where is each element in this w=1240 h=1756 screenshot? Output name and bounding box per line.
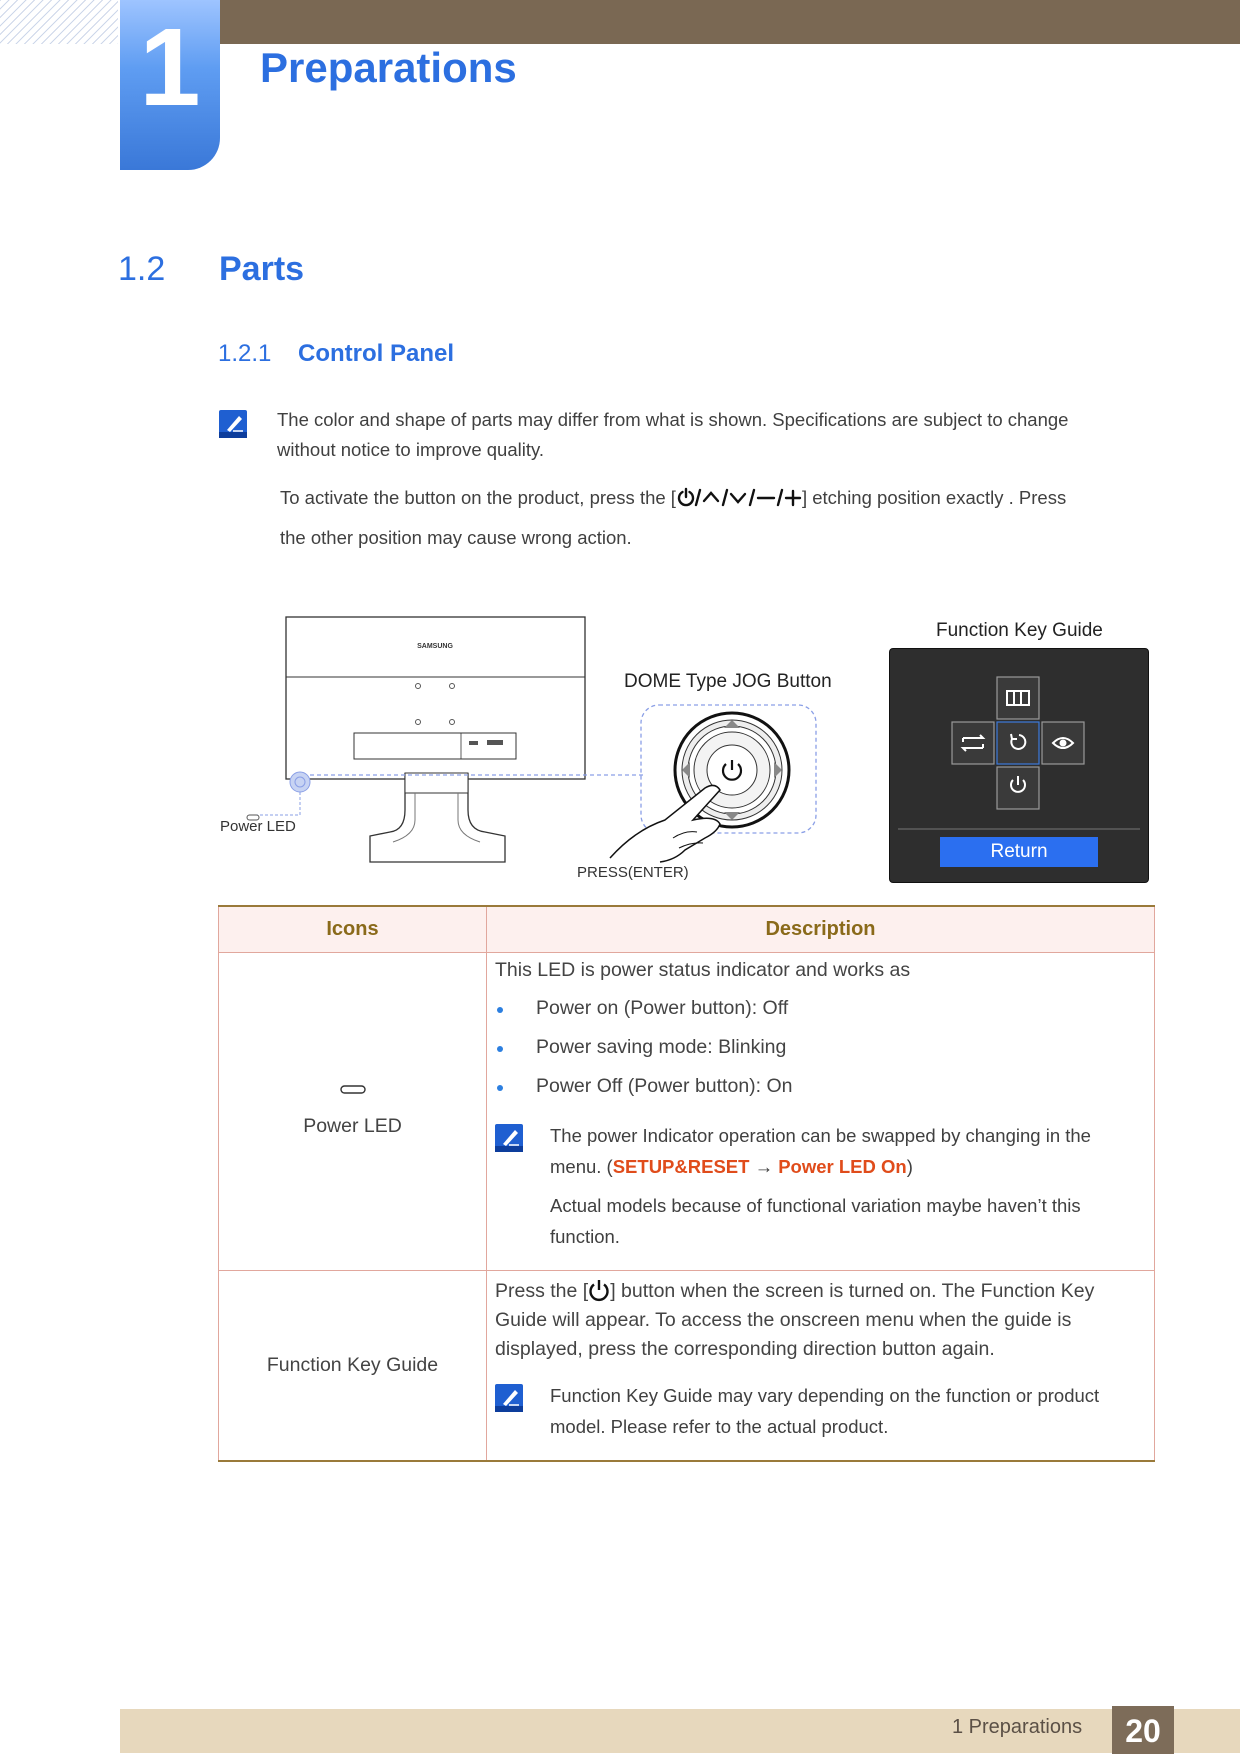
footer-chapter-label: 1 Preparations: [952, 1716, 1083, 1738]
note-line-2: without notice to improve quality.: [277, 439, 545, 460]
column-header-description: Description: [487, 906, 1155, 953]
section-number: 1.2: [118, 250, 166, 288]
function-key-description: [495, 1277, 1146, 1364]
function-key-guide-panel: [889, 648, 1149, 883]
jog-button-label: DOME Type JOG Button: [624, 671, 832, 692]
arrow-icon: →: [754, 1156, 774, 1177]
function-key-note: Function Key Guide may vary depending on the function or product model. Please refer to the actual product.: [550, 1385, 1100, 1437]
function-desc-rest: ] button when the screen is turned on. The Function Key Guide will appear. To access the onscreen menu when the guide is displayed, press the corresponding direction button again.: [495, 1280, 1095, 1360]
led-note-prefix: menu. (: [550, 1156, 613, 1177]
description-cell: [487, 1271, 1155, 1461]
activate-line-2: the other position may cause wrong action.: [280, 527, 632, 548]
return-button[interactable]: Return: [990, 841, 1048, 862]
monitor-brand-logo: SAMSUNG: [417, 643, 453, 650]
icon-cell: [219, 953, 487, 1271]
icon-cell: [219, 1271, 487, 1461]
header-bar: [220, 0, 1240, 44]
power-led-label: Power LED: [220, 818, 296, 835]
parts-table: [218, 905, 1155, 1462]
power-led-icon: [340, 1085, 366, 1095]
header-hatch-pattern: [0, 0, 118, 44]
note-icon: [219, 410, 247, 438]
section-title: Parts: [219, 250, 305, 288]
page-number: 20: [1112, 1706, 1174, 1754]
led-note-line-c: Actual models because of functional variation maybe haven’t this function.: [550, 1195, 1081, 1247]
icon-label-function-key-guide: Function Key Guide: [266, 1353, 439, 1376]
table-row: [219, 1271, 1155, 1461]
activate-prefix: To activate the button on the product, press the [: [280, 487, 676, 508]
menu-setup-reset: SETUP&RESET: [612, 1156, 750, 1177]
note-icon: [495, 1124, 523, 1152]
activate-text: [280, 478, 1180, 558]
description-cell: [487, 953, 1155, 1271]
list-item: Power saving mode: Blinking: [495, 1028, 1146, 1067]
function-desc-prefix: Press the [: [495, 1280, 589, 1302]
activate-suffix: ] etching position exactly . Press: [801, 487, 1067, 508]
note-text: [277, 405, 1157, 465]
note-icon: [495, 1384, 523, 1412]
menu-power-led-on: Power LED On: [778, 1156, 907, 1177]
led-note: [550, 1120, 1146, 1252]
chapter-number: 1: [139, 6, 201, 129]
led-note-suffix: ): [906, 1156, 913, 1177]
subsection-number: 1.2.1: [218, 340, 272, 367]
function-key-guide-title: Function Key Guide: [936, 620, 1103, 641]
led-note-line-a: The power Indicator operation can be swapped by changing in the: [550, 1125, 1091, 1146]
press-enter-label: PRESS(ENTER): [577, 864, 689, 881]
table-row: [219, 953, 1155, 1271]
power-icon: [588, 1278, 610, 1302]
chapter-title: Preparations: [260, 44, 517, 91]
note-line-1: The color and shape of parts may differ from what is shown. Specifications are subject to change: [277, 409, 1069, 430]
list-item: Power on (Power button): Off: [495, 989, 1146, 1028]
etching-icons: [676, 486, 802, 508]
monitor-back-diagram: [215, 610, 855, 890]
icon-label-power-led: Power LED: [303, 1115, 402, 1137]
led-intro: This LED is power status indicator and works as: [495, 959, 911, 981]
column-header-icons: Icons: [219, 906, 487, 953]
subsection-title: Control Panel: [298, 340, 455, 367]
list-item: Power Off (Power button): On: [495, 1067, 1146, 1106]
